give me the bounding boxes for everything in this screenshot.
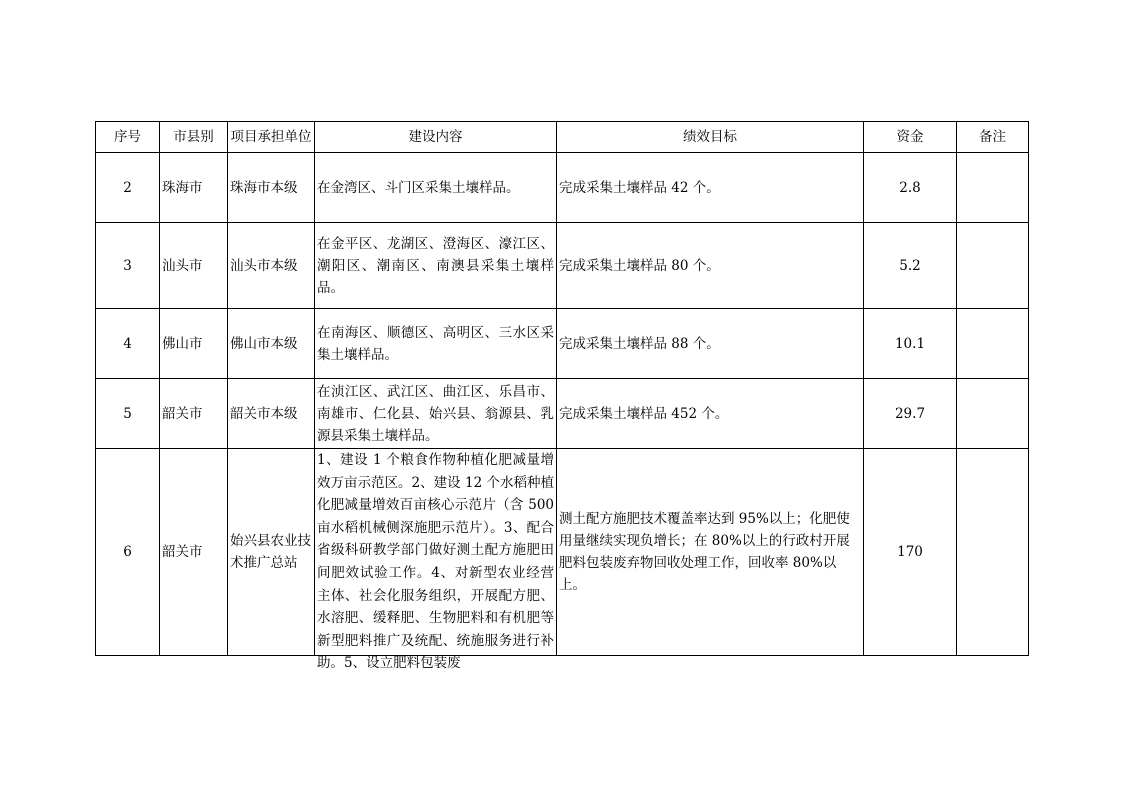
table-row	[96, 223, 1029, 309]
cell-unit: 始兴县农业技术推广总站	[228, 449, 315, 656]
header-seq: 序号	[96, 122, 160, 153]
cell-seq: 2	[96, 153, 160, 223]
cell-city: 汕头市	[160, 223, 228, 309]
cell-funds: 170	[864, 449, 957, 656]
cell-notes	[957, 379, 1029, 449]
cell-content: 在南海区、顺德区、高明区、三水区采集土壤样品。	[315, 309, 557, 379]
header-target: 绩效目标	[557, 122, 864, 153]
cell-content: 在金平区、龙湖区、澄海区、濠江区、潮阳区、潮南区、南澳县采集土壤样品。	[315, 223, 557, 309]
cell-content-text: 1、建设 1 个粮食作物种植化肥减量增效万亩示范区。2、建设 12 个水稻种植化肥减量增效百亩核心示范片（含 500 亩水稻机械侧深施肥示范片）。3、配合省级科研教学部门做好测土配方施肥田间肥效试验工作。4、对新型农业经营主体、社会化服务组织，开展配方肥、水溶肥、缓释肥、生物肥料和有机肥等新型肥料推广及统配、统施服务进行补助。5、设立肥料包装废	[317, 452, 554, 672]
cell-funds: 29.7	[864, 379, 957, 449]
cell-target: 测土配方施肥技术覆盖率达到 95%以上；化肥使用量继续实现负增长；在 80%以上的行政村开展肥料包装废弃物回收处理工作，回收率 80%以上。	[557, 449, 864, 656]
cell-funds: 5.2	[864, 223, 957, 309]
cell-seq: 5	[96, 379, 160, 449]
cell-target: 完成采集土壤样品 88 个。	[557, 309, 864, 379]
table-row	[96, 153, 1029, 223]
cell-city: 佛山市	[160, 309, 228, 379]
cell-notes	[957, 309, 1029, 379]
cell-seq: 6	[96, 449, 160, 656]
cell-funds: 2.8	[864, 153, 957, 223]
cell-unit: 韶关市本级	[228, 379, 315, 449]
cell-content: 在金湾区、斗门区采集土壤样品。	[315, 153, 557, 223]
cell-unit: 珠海市本级	[228, 153, 315, 223]
cell-notes	[957, 223, 1029, 309]
cell-target: 完成采集土壤样品 80 个。	[557, 223, 864, 309]
cell-content: 在浈江区、武江区、曲江区、乐昌市、南雄市、仁化县、始兴县、翁源县、乳源县采集土壤样品。	[315, 379, 557, 449]
cell-notes	[957, 153, 1029, 223]
cell-notes	[957, 449, 1029, 656]
project-table	[95, 121, 1029, 672]
cell-seq: 3	[96, 223, 160, 309]
cell-city: 珠海市	[160, 153, 228, 223]
cell-unit: 汕头市本级	[228, 223, 315, 309]
cell-funds: 10.1	[864, 309, 957, 379]
cell-seq: 4	[96, 309, 160, 379]
cell-city: 韶关市	[160, 379, 228, 449]
table-header-row	[96, 122, 1029, 153]
cell-content	[315, 449, 557, 672]
cell-city: 韶关市	[160, 449, 228, 656]
cell-target: 完成采集土壤样品 42 个。	[557, 153, 864, 223]
header-city: 市县别	[160, 122, 228, 153]
cell-target: 完成采集土壤样品 452 个。	[557, 379, 864, 449]
cell-unit: 佛山市本级	[228, 309, 315, 379]
header-content: 建设内容	[315, 122, 557, 153]
table-row	[96, 449, 1029, 656]
table-row	[96, 379, 1029, 449]
header-funds: 资金	[864, 122, 957, 153]
header-notes: 备注	[957, 122, 1029, 153]
header-unit: 项目承担单位	[228, 122, 315, 153]
table-row	[96, 309, 1029, 379]
